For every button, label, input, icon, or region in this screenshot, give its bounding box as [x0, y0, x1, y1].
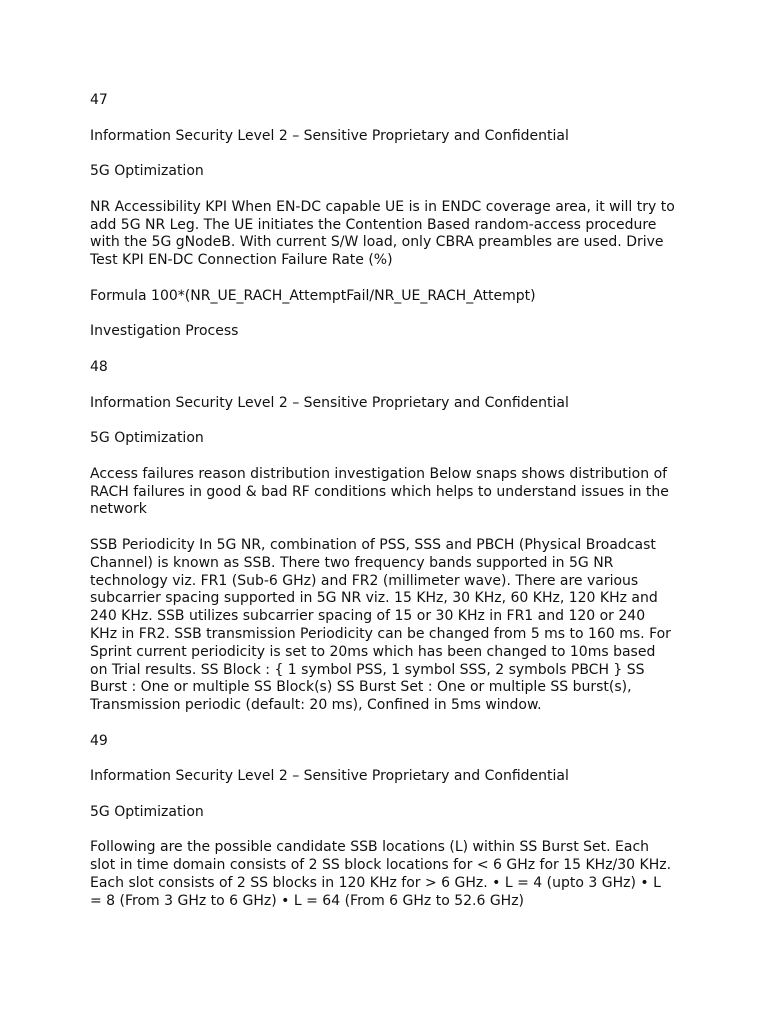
body-paragraph: Access failures reason distribution investigation Below snaps shows distribution of RACH failures in good & bad RF conditions which helps to understand issues in the network [90, 465, 669, 518]
document-page [90, 92, 676, 928]
formula-paragraph: Formula 100*(NR_UE_RACH_AttemptFail/NR_UE_RACH_Attempt) [90, 287, 536, 304]
page-number: 47 [90, 92, 108, 108]
page-number: 48 [90, 358, 108, 375]
security-classification: Information Security Level 2 – Sensitive Proprietary and Confidential [90, 394, 569, 411]
section-heading: 5G Optimization [90, 803, 204, 820]
section-heading: 5G Optimization [90, 430, 204, 447]
page-number: 49 [90, 732, 108, 749]
security-classification: Information Security Level 2 – Sensitive Proprietary and Confidential [90, 768, 569, 785]
section-heading: 5G Optimization [90, 163, 204, 180]
subheading: Investigation Process [90, 323, 239, 340]
body-paragraph: Following are the possible candidate SSB locations (L) within SS Burst Set. Each slot in time domain consists of 2 SS block locations for < 6 GHz for 15 KHz/30 KHz. Each slot consists of 2 SS blocks in 120 KHz for > 6 GHz. • L = 4 (upto 3 GHz) • L = 8 (From 3 GHz to 6 GHz) • L = 64 (From 6 GHz to 52.6 GHz) [90, 839, 672, 909]
body-paragraph: SSB Periodicity In 5G NR, combination of PSS, SSS and PBCH (Physical Broadcast Channel) is known as SSB. There two frequency bands supported in 5G NR technology viz. FR1 (Sub-6 GHz) and FR2 (millimeter wave). There are various subcarrier spacing supported in 5G NR viz. 15 KHz, 30 KHz, 60 KHz, 120 KHz and 240 KHz. SSB utilizes subcarrier spacing of 15 or 30 KHz in FR1 and 120 or 240 KHz in FR2. SSB transmission Periodicity can be changed from 5 ms to 160 ms. For Sprint current periodicity is set to 20ms which has been changed to 10ms based on Trial results. SS Block : { 1 symbol PSS, 1 symbol SSS, 2 symbols PBCH } SS Burst : One or multiple SS Block(s) SS Burst Set : One or multiple SS burst(s), Transmission periodic (default: 20 ms), Confined in 5ms window. [90, 536, 671, 714]
body-paragraph: NR Accessibility KPI When EN-DC capable UE is in ENDC coverage area, it will try to add 5G NR Leg. The UE initiates the Contention Based random-access procedure with the 5G gNodeB. With current S/W load, only CBRA preambles are used. Drive Test KPI EN-DC Connection Failure Rate (%) [90, 198, 675, 269]
security-classification: Information Security Level 2 – Sensitive Proprietary and Confidential [90, 127, 569, 144]
